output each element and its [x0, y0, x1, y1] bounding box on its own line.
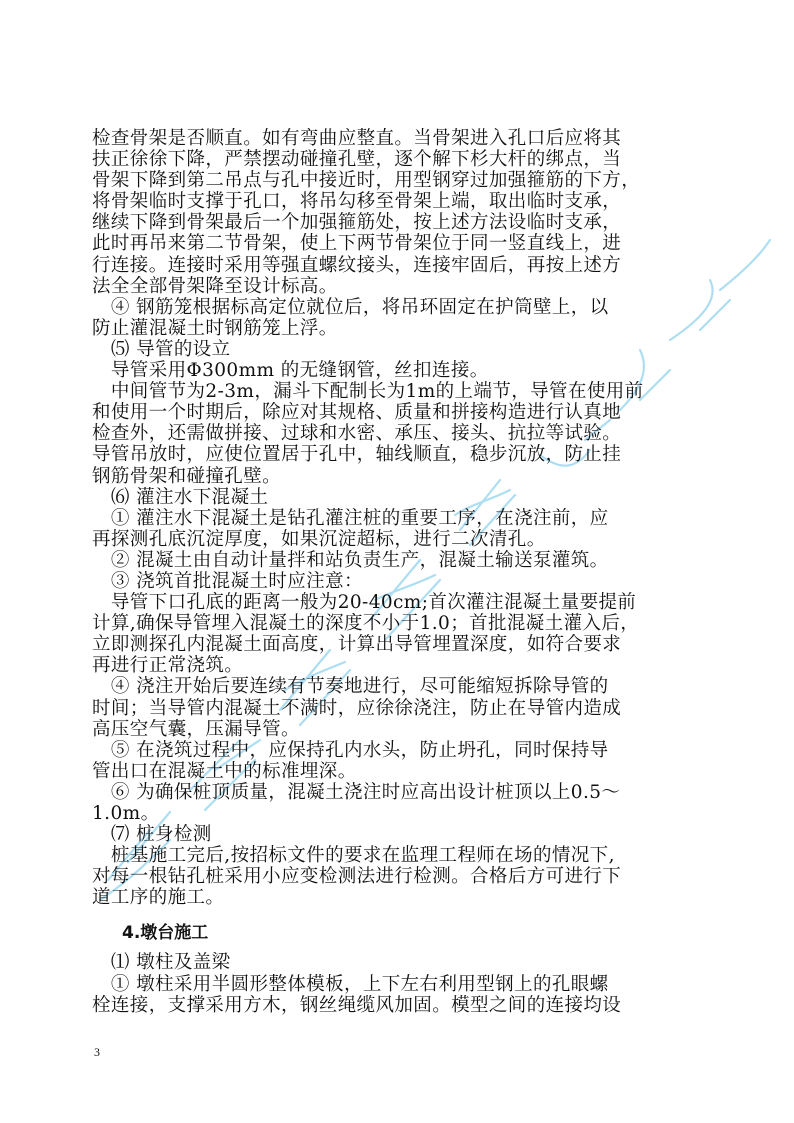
- body-text: [92, 128, 720, 1016]
- text-line: 和使用一个时期后，除应对其规格、质量和拼接构造进行认真地: [92, 402, 622, 424]
- text-line: 计算,确保导管埋入混凝土的深度不小于1.0；首批混凝土灌入后，: [92, 613, 640, 635]
- text-line: 1.0m。: [92, 803, 160, 824]
- text-line: 导管下口孔底的距离一般为20-40cm;首次灌注混凝土量要提前: [92, 592, 637, 614]
- text-line: 道工序的施工。: [92, 887, 225, 909]
- text-line: ① 墩柱采用半圆形整体模板，上下左右利用型钢上的孔眼螺: [92, 973, 609, 995]
- text-line: 导管吊放时，应使位置居于孔中，轴线顺直，稳步沉放，防止挂: [92, 444, 622, 466]
- text-line: ④ 浇注开始后要连续有节奏地进行，尽可能缩短拆除导管的: [92, 676, 609, 698]
- text-line: 继续下降到骨架最后一个加强箍筋处，按上述方法设临时支承，: [92, 212, 622, 234]
- text-line: 时间；当导管内混凝土不满时，应徐徐浇注，防止在导管内造成: [92, 697, 622, 719]
- subsection-heading: ⑴ 墩柱及盖梁: [92, 952, 231, 974]
- page-number: 3: [94, 1045, 100, 1059]
- text-line: 管出口在混凝土中的标准埋深。: [92, 760, 357, 782]
- subsection-heading: ⑺ 桩身检测: [92, 824, 212, 846]
- text-line: 行连接。连接时采用等强直螺纹接头，连接牢固后，再按上述方: [92, 254, 622, 276]
- text-line: ① 灌注水下混凝土是钻孔灌注桩的重要工序，在浇注前，应: [92, 507, 609, 529]
- text-line: 对每一根钻孔桩采用小应变检测法进行检测。合格后方可进行下: [92, 866, 622, 888]
- text-line: 高压空气囊，压漏导管。: [92, 718, 300, 740]
- text-line: 钢筋骨架和碰撞孔壁。: [92, 465, 282, 487]
- text-line: 防止灌混凝土时钢筋笼上浮。: [92, 317, 338, 339]
- text-line: 立即测探孔内混凝土面高度，计算出导管埋置深度，如符合要求: [92, 634, 622, 656]
- text-line: 导管采用Φ300mm 的无缝钢管，丝扣连接。: [92, 360, 489, 382]
- text-line: 桩基施工完后,按招标文件的要求在监理工程师在场的情况下,: [92, 845, 615, 867]
- text-line: ⑥ 为确保桩顶质量，混凝土浇注时应高出设计桩顶以上0.5～: [92, 781, 621, 803]
- text-line: 检查外，还需做拼接、过球和水密、承压、接头、抗拉等试验。: [92, 423, 622, 445]
- text-line: 此时再吊来第二节骨架，使上下两节骨架位于同一竖直线上，进: [92, 233, 622, 255]
- text-line: 骨架下降到第二吊点与孔中接近时，用型钢穿过加强箍筋的下方，: [92, 170, 641, 192]
- text-line: 检查骨架是否顺直。如有弯曲应整直。当骨架进入孔口后应将其: [92, 128, 622, 149]
- subsection-heading: ⑹ 灌注水下混凝土: [92, 486, 269, 508]
- text-line: 法全全部骨架降至设计标高。: [92, 275, 338, 297]
- subsection-heading: ⑸ 导管的设立: [92, 338, 231, 360]
- text-line: ⑤ 在浇筑过程中，应保持孔内水头，防止坍孔，同时保持导: [92, 739, 609, 761]
- text-line: 再探测孔底沉淀厚度，如果沉淀超标，进行二次清孔。: [92, 528, 546, 550]
- text-line: ③ 浇筑首批混凝土时应注意：: [92, 570, 363, 592]
- section-heading: 4.墩台施工: [122, 923, 209, 944]
- text-line: ② 混凝土由自动计量拌和站负责生产，混凝土输送泵灌筑。: [92, 549, 609, 571]
- text-line: 栓连接，支撑采用方木，钢丝绳缆风加固。模型之间的连接均设: [92, 994, 622, 1016]
- text-line: 再进行正常浇筑。: [92, 655, 244, 677]
- text-line: 扶正徐徐下降，严禁摆动碰撞孔壁，逐个解下杉大杆的绑点，当: [92, 149, 622, 171]
- text-line: ④ 钢筋笼根据标高定位就位后，将吊环固定在护筒壁上，以: [92, 296, 609, 318]
- text-line: 将骨架临时支撑于孔口，将吊勾移至骨架上端，取出临时支承，: [92, 191, 622, 213]
- text-line: 中间管节为2-3m，漏斗下配制长为1m的上端节，导管在使用前: [92, 381, 644, 403]
